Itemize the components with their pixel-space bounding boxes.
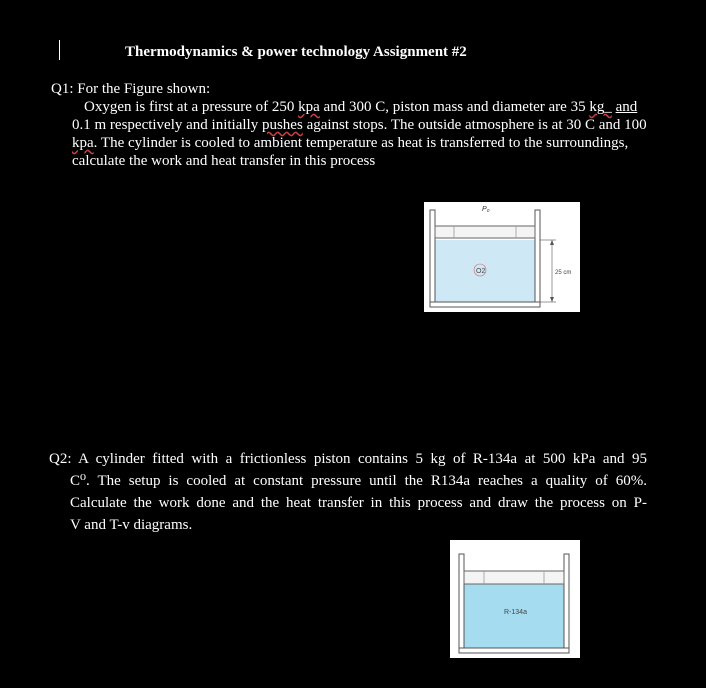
piston bbox=[435, 226, 535, 238]
q2-line-2: C⁰. The setup is cooled at constant pressure until the R134a reaches a quality of 60%. bbox=[70, 473, 647, 489]
q1-heading: Q1: For the Figure shown: bbox=[51, 81, 211, 97]
cylinder-bottom bbox=[430, 302, 540, 307]
text-cursor bbox=[59, 40, 60, 60]
q2-question bbox=[49, 448, 647, 536]
q1-text-5: . The cylinder is cooled to ambient temperature as heat is transferred to the surroundings, calculate the work and heat transfer in this process bbox=[72, 135, 629, 169]
q1-body bbox=[72, 98, 652, 170]
piston bbox=[464, 571, 564, 584]
r134a-label: R-134a bbox=[504, 609, 527, 616]
cylinder-left-wall bbox=[430, 210, 435, 306]
o2-label: O2 bbox=[476, 268, 486, 275]
cylinder-right-wall bbox=[564, 554, 569, 652]
cylinder-bottom bbox=[459, 648, 569, 653]
q1-text-1: Oxygen is first at a pressure of 250 bbox=[84, 99, 299, 115]
q1-figure-svg bbox=[424, 202, 580, 312]
q1-spell-pushes: pushes bbox=[261, 117, 303, 133]
q1-text-4: against stops. The outside atmosphere is at 30 C and 100 bbox=[302, 117, 647, 133]
cylinder-right-wall bbox=[535, 210, 540, 306]
q2-line-3: Calculate the work done and the heat transfer in this process and draw the process on P- bbox=[70, 495, 647, 511]
q1-spell-kpa-2: kpa bbox=[72, 135, 94, 151]
q2-figure-svg bbox=[450, 540, 580, 658]
r134a-fluid-region bbox=[464, 584, 564, 648]
document-title: Thermodynamics & power technology Assignment #2 bbox=[125, 44, 467, 60]
q2-line-4: V and T-v diagrams. bbox=[70, 517, 193, 533]
dimension-label: 25 cm bbox=[555, 270, 572, 276]
q1-spell-kg: kg_ bbox=[589, 99, 612, 115]
q1-figure bbox=[424, 202, 580, 312]
q1-text-3: 0.1 m respectively and initially bbox=[72, 117, 262, 133]
outside-pressure-label: P₀ bbox=[482, 206, 490, 213]
q2-figure bbox=[450, 540, 580, 658]
q1-spell-kpa-1: kpa bbox=[298, 99, 320, 115]
q2-line-1: Q2: A cylinder fitted with a frictionless piston contains 5 kg of R-134a at 500 kPa and 95 bbox=[49, 451, 647, 467]
q1-and-word: and bbox=[615, 99, 638, 115]
cylinder-left-wall bbox=[459, 554, 464, 652]
q1-text-2: and 300 C, piston mass and diameter are 35 bbox=[319, 99, 590, 115]
